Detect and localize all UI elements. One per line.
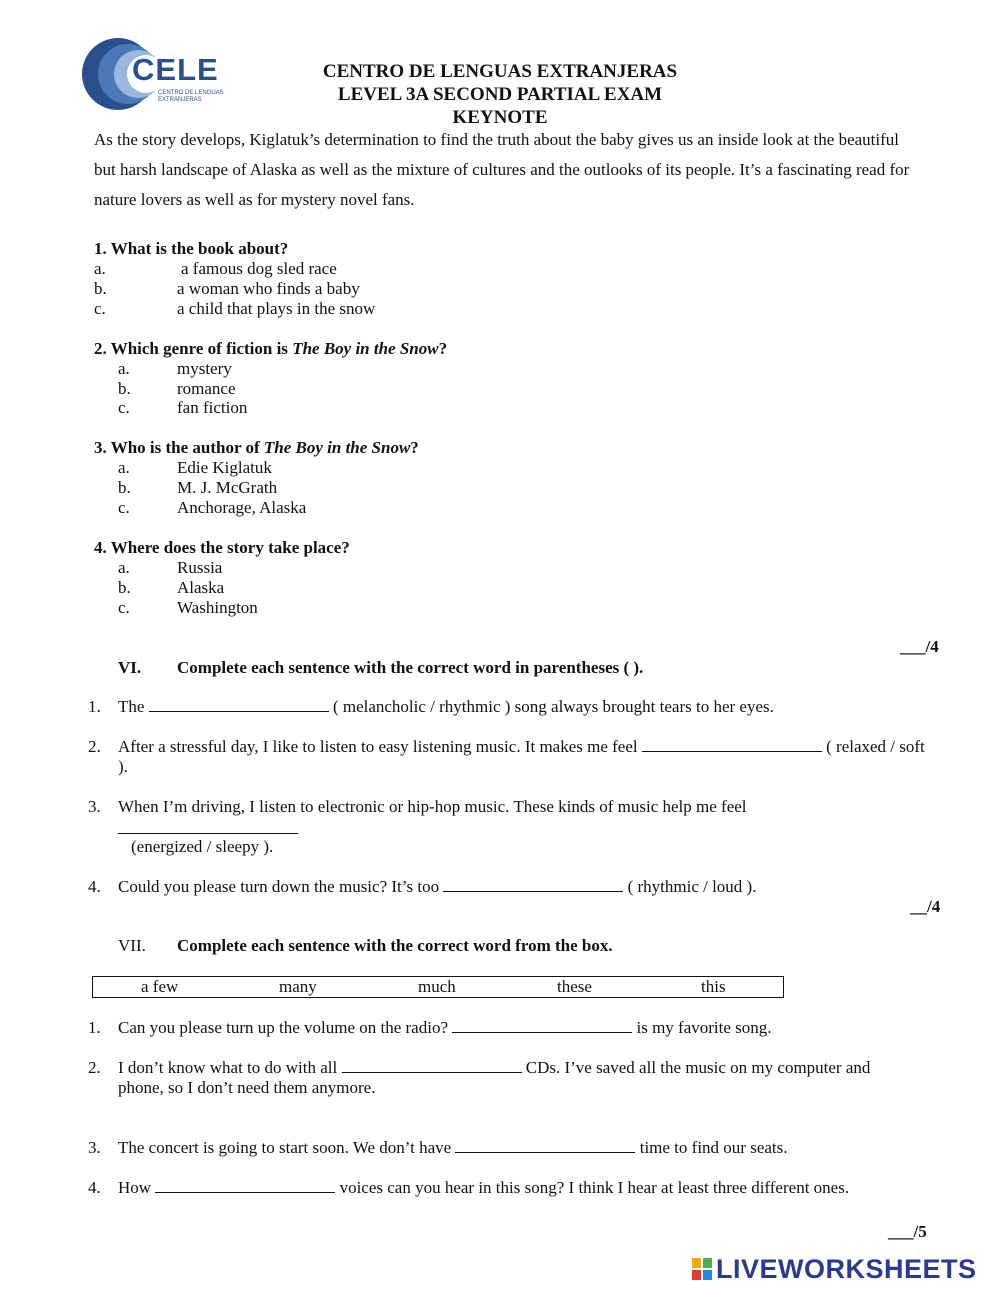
word-box — [92, 976, 784, 998]
q4-label-b: b. — [118, 578, 131, 597]
q3-option-a: Edie Kiglatuk — [177, 458, 272, 477]
score-section-5: ___/4 — [900, 637, 939, 656]
q2-option-c: fan fiction — [177, 398, 248, 417]
q4-option-b: Alaska — [177, 578, 225, 597]
cele-logo — [80, 36, 230, 112]
s7-item-3-number: 3. — [88, 1138, 101, 1157]
q4-option-c: Washington — [177, 598, 258, 617]
section-7-numeral: VII. — [118, 936, 146, 955]
q1-label-c: c. — [94, 299, 106, 318]
q3-option-c: Anchorage, Alaska — [177, 498, 307, 517]
q4-label-a: a. — [118, 558, 130, 577]
word-box-item: these — [557, 977, 592, 996]
q4-label-c: c. — [118, 598, 130, 617]
section-6-numeral: VI. — [118, 658, 142, 677]
s6-item-3-number: 3. — [88, 797, 101, 816]
s6-item-1-number: 1. — [88, 697, 101, 716]
s6-item-1: The ( melancholic / rhythmic ) song always brought tears to her eyes. — [118, 697, 774, 716]
q1-option-a: a famous dog sled race — [181, 259, 337, 278]
s7-item-2: I don’t know what to do with all CDs. I’ve saved all the music on my computer and phone, so I don’t need them anymore. — [118, 1058, 871, 1097]
q3-label-b: b. — [118, 478, 131, 497]
intro-paragraph: As the story develops, Kiglatuk’s determination to find the truth about the baby gives us an inside look at the beautiful but harsh landscape of Alaska as well as the mixture of cultures and the outlooks of its people. It’s a fascinating read for nature lovers as well as for mystery novel fans. — [94, 130, 910, 209]
liveworksheets-badge-icon — [692, 1258, 712, 1280]
score-section-7: ___/5 — [888, 1222, 927, 1241]
answer-blank[interactable] — [452, 1018, 632, 1033]
word-box-item: this — [701, 977, 726, 996]
score-section-6: __/4 — [910, 897, 941, 916]
logo-text: CELE — [132, 52, 219, 87]
word-box-item: many — [279, 977, 317, 996]
s6-item-3-blank[interactable] — [118, 817, 298, 834]
answer-blank[interactable] — [342, 1058, 522, 1073]
answer-blank[interactable] — [455, 1138, 635, 1153]
q3-label-a: a. — [118, 458, 130, 477]
answer-blank[interactable] — [642, 737, 822, 752]
s6-item-3-options: (energized / sleepy ). — [131, 837, 274, 856]
s6-item-3-text: When I’m driving, I listen to electronic or hip-hop music. These kinds of music help me feel — [118, 797, 747, 816]
s7-item-1-number: 1. — [88, 1018, 101, 1037]
s6-item-4-number: 4. — [88, 877, 101, 896]
q4-option-a: Russia — [177, 558, 223, 577]
header-line-3: KEYNOTE — [452, 107, 548, 128]
question-1-title: 1. What is the book about? — [94, 239, 289, 258]
s7-item-4-number: 4. — [88, 1178, 101, 1197]
q2-label-b: b. — [118, 379, 131, 398]
question-4-title: 4. Where does the story take place? — [94, 538, 350, 557]
q1-label-a: a. — [94, 259, 106, 278]
question-2-title: 2. Which genre of fiction is The Boy in the Snow? — [94, 339, 448, 358]
q1-option-b: a woman who finds a baby — [177, 279, 360, 298]
q3-option-b: M. J. McGrath — [177, 478, 278, 497]
s6-item-4: Could you please turn down the music? It’s too ( rhythmic / loud ). — [118, 877, 757, 896]
s7-item-1: Can you please turn up the volume on the radio? is my favorite song. — [118, 1018, 772, 1037]
s6-item-2-number: 2. — [88, 737, 101, 756]
header-line-1: CENTRO DE LENGUAS EXTRANJERAS — [322, 61, 678, 82]
liveworksheets-text: LIVEWORKSHEETS — [716, 1254, 977, 1284]
q2-option-a: mystery — [177, 359, 232, 378]
word-box-item: much — [418, 977, 456, 996]
s7-item-3: The concert is going to start soon. We don’t have time to find our seats. — [118, 1138, 788, 1157]
q2-label-a: a. — [118, 359, 130, 378]
q2-label-c: c. — [118, 398, 130, 417]
header-line-2: LEVEL 3A SECOND PARTIAL EXAM — [337, 84, 663, 105]
section-7-title: Complete each sentence with the correct word from the box. — [177, 936, 613, 955]
answer-blank[interactable] — [149, 697, 329, 712]
q3-label-c: c. — [118, 498, 130, 517]
word-box-item: a few — [141, 977, 179, 996]
s7-item-4: How voices can you hear in this song? I think I hear at least three different ones. — [118, 1178, 850, 1197]
logo-subtext: CENTRO DE LENGUAS EXTRANJERAS — [158, 90, 224, 103]
answer-blank[interactable] — [155, 1178, 335, 1193]
q1-option-c: a child that plays in the snow — [177, 299, 376, 318]
q1-label-b: b. — [94, 279, 107, 298]
answer-blank[interactable] — [443, 877, 623, 892]
s7-item-2-number: 2. — [88, 1058, 101, 1077]
question-3-title: 3. Who is the author of The Boy in the Snow? — [94, 438, 419, 457]
q2-option-b: romance — [177, 379, 236, 398]
section-6-title: Complete each sentence with the correct word in parentheses ( ). — [177, 658, 644, 677]
s6-item-2: After a stressful day, I like to listen to easy listening music. It makes me feel ( relaxed / soft ). — [118, 737, 925, 776]
